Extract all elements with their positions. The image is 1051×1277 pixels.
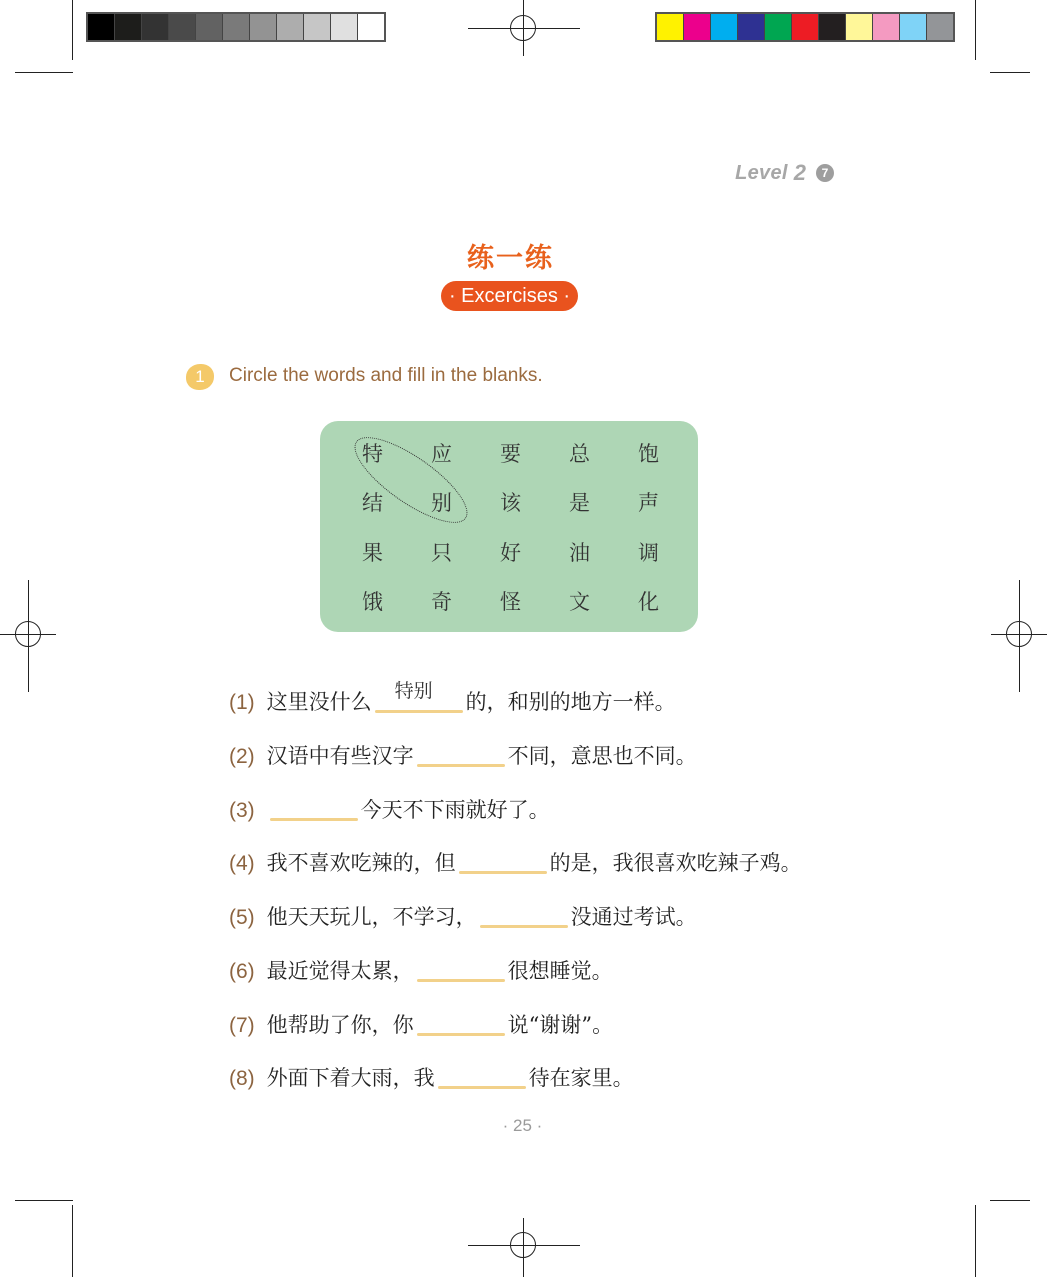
registration-mark	[15, 621, 41, 647]
exercise-instruction: Circle the words and fill in the blanks.	[229, 365, 543, 386]
sentence-text-before: 外面下着大雨，我	[266, 1066, 435, 1090]
grid-cell[interactable]: 调	[638, 540, 659, 565]
grid-cell[interactable]: 声	[638, 491, 659, 516]
answer-blank[interactable]	[480, 900, 568, 924]
sentence-2	[229, 739, 697, 770]
grid-cell[interactable]: 结	[362, 491, 383, 516]
crop-mark	[15, 1200, 73, 1201]
color-swatch	[250, 14, 277, 40]
answer-blank[interactable]	[459, 846, 547, 870]
crop-mark	[975, 1205, 976, 1277]
exercise-number-badge: 1	[186, 364, 214, 390]
handwritten-answer: 特别	[394, 680, 433, 702]
grid-cell[interactable]: 特	[362, 441, 383, 466]
grid-cell[interactable]: 饱	[638, 441, 659, 466]
sentence-number: (4)	[229, 852, 255, 875]
color-swatch	[684, 14, 711, 40]
crop-mark	[975, 0, 976, 60]
grid-cell[interactable]: 该	[500, 491, 521, 516]
color-swatch	[711, 14, 738, 40]
sentence-text-after: 说“谢谢”。	[507, 1013, 614, 1037]
answer-blank[interactable]	[417, 739, 505, 763]
sentence-6	[229, 954, 613, 985]
book-number-badge: 7	[816, 164, 834, 182]
grid-cell[interactable]: 是	[569, 491, 590, 516]
color-swatch	[277, 14, 304, 40]
grid-cell[interactable]: 文	[569, 590, 590, 615]
color-swatch	[738, 14, 765, 40]
color-swatch	[331, 14, 358, 40]
crop-mark	[15, 72, 73, 73]
sentence-number: (2)	[229, 745, 255, 768]
sentence-number: (6)	[229, 960, 255, 983]
color-swatch-bar	[655, 12, 955, 42]
answer-blank[interactable]	[375, 680, 463, 709]
grid-cell[interactable]: 要	[500, 441, 521, 466]
grid-cell[interactable]: 奇	[431, 590, 452, 615]
sentence-4	[229, 846, 802, 877]
color-swatch	[846, 14, 873, 40]
crop-mark	[72, 0, 73, 60]
grid-cell[interactable]: 好	[500, 540, 521, 565]
sentence-text-after: 的，和别的地方一样。	[465, 690, 676, 714]
level-number: 2	[793, 160, 806, 185]
sentence-text-before: 这里没什么	[266, 690, 372, 714]
grid-cell[interactable]: 别	[431, 491, 452, 516]
color-swatch	[900, 14, 927, 40]
sentence-text-after: 没通过考试。	[570, 905, 697, 929]
sentence-8	[229, 1061, 634, 1092]
answer-blank[interactable]	[417, 954, 505, 978]
sentence-text-after: 待在家里。	[528, 1066, 634, 1090]
sentence-text-before: 他帮助了你，你	[266, 1013, 414, 1037]
grid-cell[interactable]: 饿	[362, 590, 383, 615]
color-swatch	[819, 14, 846, 40]
grid-cell[interactable]: 怪	[500, 590, 521, 615]
sentence-number: (3)	[229, 799, 255, 822]
color-swatch	[88, 14, 115, 40]
sentence-text-after: 很想睡觉。	[507, 959, 613, 983]
sentence-text-before: 他天天玩儿，不学习，	[266, 905, 477, 929]
page-number: · 25 ·	[502, 1116, 543, 1135]
section-title-english: · Excercises ·	[441, 281, 578, 311]
section-title-chinese: 练一练	[467, 243, 554, 274]
grid-cell[interactable]: 果	[362, 540, 383, 565]
color-swatch	[765, 14, 792, 40]
grid-cell[interactable]: 化	[638, 590, 659, 615]
color-swatch	[304, 14, 331, 40]
answer-blank[interactable]	[438, 1061, 526, 1085]
answer-blank[interactable]	[270, 793, 358, 817]
level-label: Level	[735, 161, 788, 184]
sentence-1	[229, 680, 676, 716]
sentence-5	[229, 900, 697, 931]
registration-mark	[1006, 621, 1032, 647]
color-swatch	[169, 14, 196, 40]
sentence-text-after: 今天不下雨就好了。	[360, 798, 550, 822]
color-swatch	[223, 14, 250, 40]
gray-swatch-bar	[86, 12, 386, 42]
grid-cell[interactable]: 应	[431, 441, 452, 466]
sentence-text-before: 我不喜欢吃辣的，但	[266, 851, 456, 875]
grid-cell[interactable]: 总	[569, 441, 590, 466]
sentence-text-after: 不同，意思也不同。	[507, 744, 697, 768]
sentence-number: (7)	[229, 1014, 255, 1037]
sentence-text-before: 汉语中有些汉字	[266, 744, 414, 768]
answer-blank[interactable]	[417, 1008, 505, 1032]
color-swatch	[115, 14, 142, 40]
sentence-number: (1)	[229, 691, 255, 714]
sentence-number: (5)	[229, 906, 255, 929]
word-grid	[338, 428, 684, 626]
crop-mark	[72, 1205, 73, 1277]
color-swatch	[196, 14, 223, 40]
registration-mark	[510, 15, 536, 41]
grid-cell[interactable]: 只	[431, 540, 452, 565]
sentence-number: (8)	[229, 1067, 255, 1090]
crop-mark	[990, 72, 1030, 73]
sentence-text-after: 的是，我很喜欢吃辣子鸡。	[549, 851, 802, 875]
color-swatch	[873, 14, 900, 40]
color-swatch	[927, 14, 953, 40]
sentence-7	[229, 1008, 613, 1039]
color-swatch	[657, 14, 684, 40]
color-swatch	[358, 14, 384, 40]
sentence-3	[229, 793, 550, 824]
crop-mark	[990, 1200, 1030, 1201]
registration-mark	[510, 1232, 536, 1258]
color-swatch	[792, 14, 819, 40]
level-indicator	[735, 160, 834, 186]
sentence-text-before: 最近觉得太累，	[266, 959, 414, 983]
grid-cell[interactable]: 油	[569, 540, 590, 565]
color-swatch	[142, 14, 169, 40]
